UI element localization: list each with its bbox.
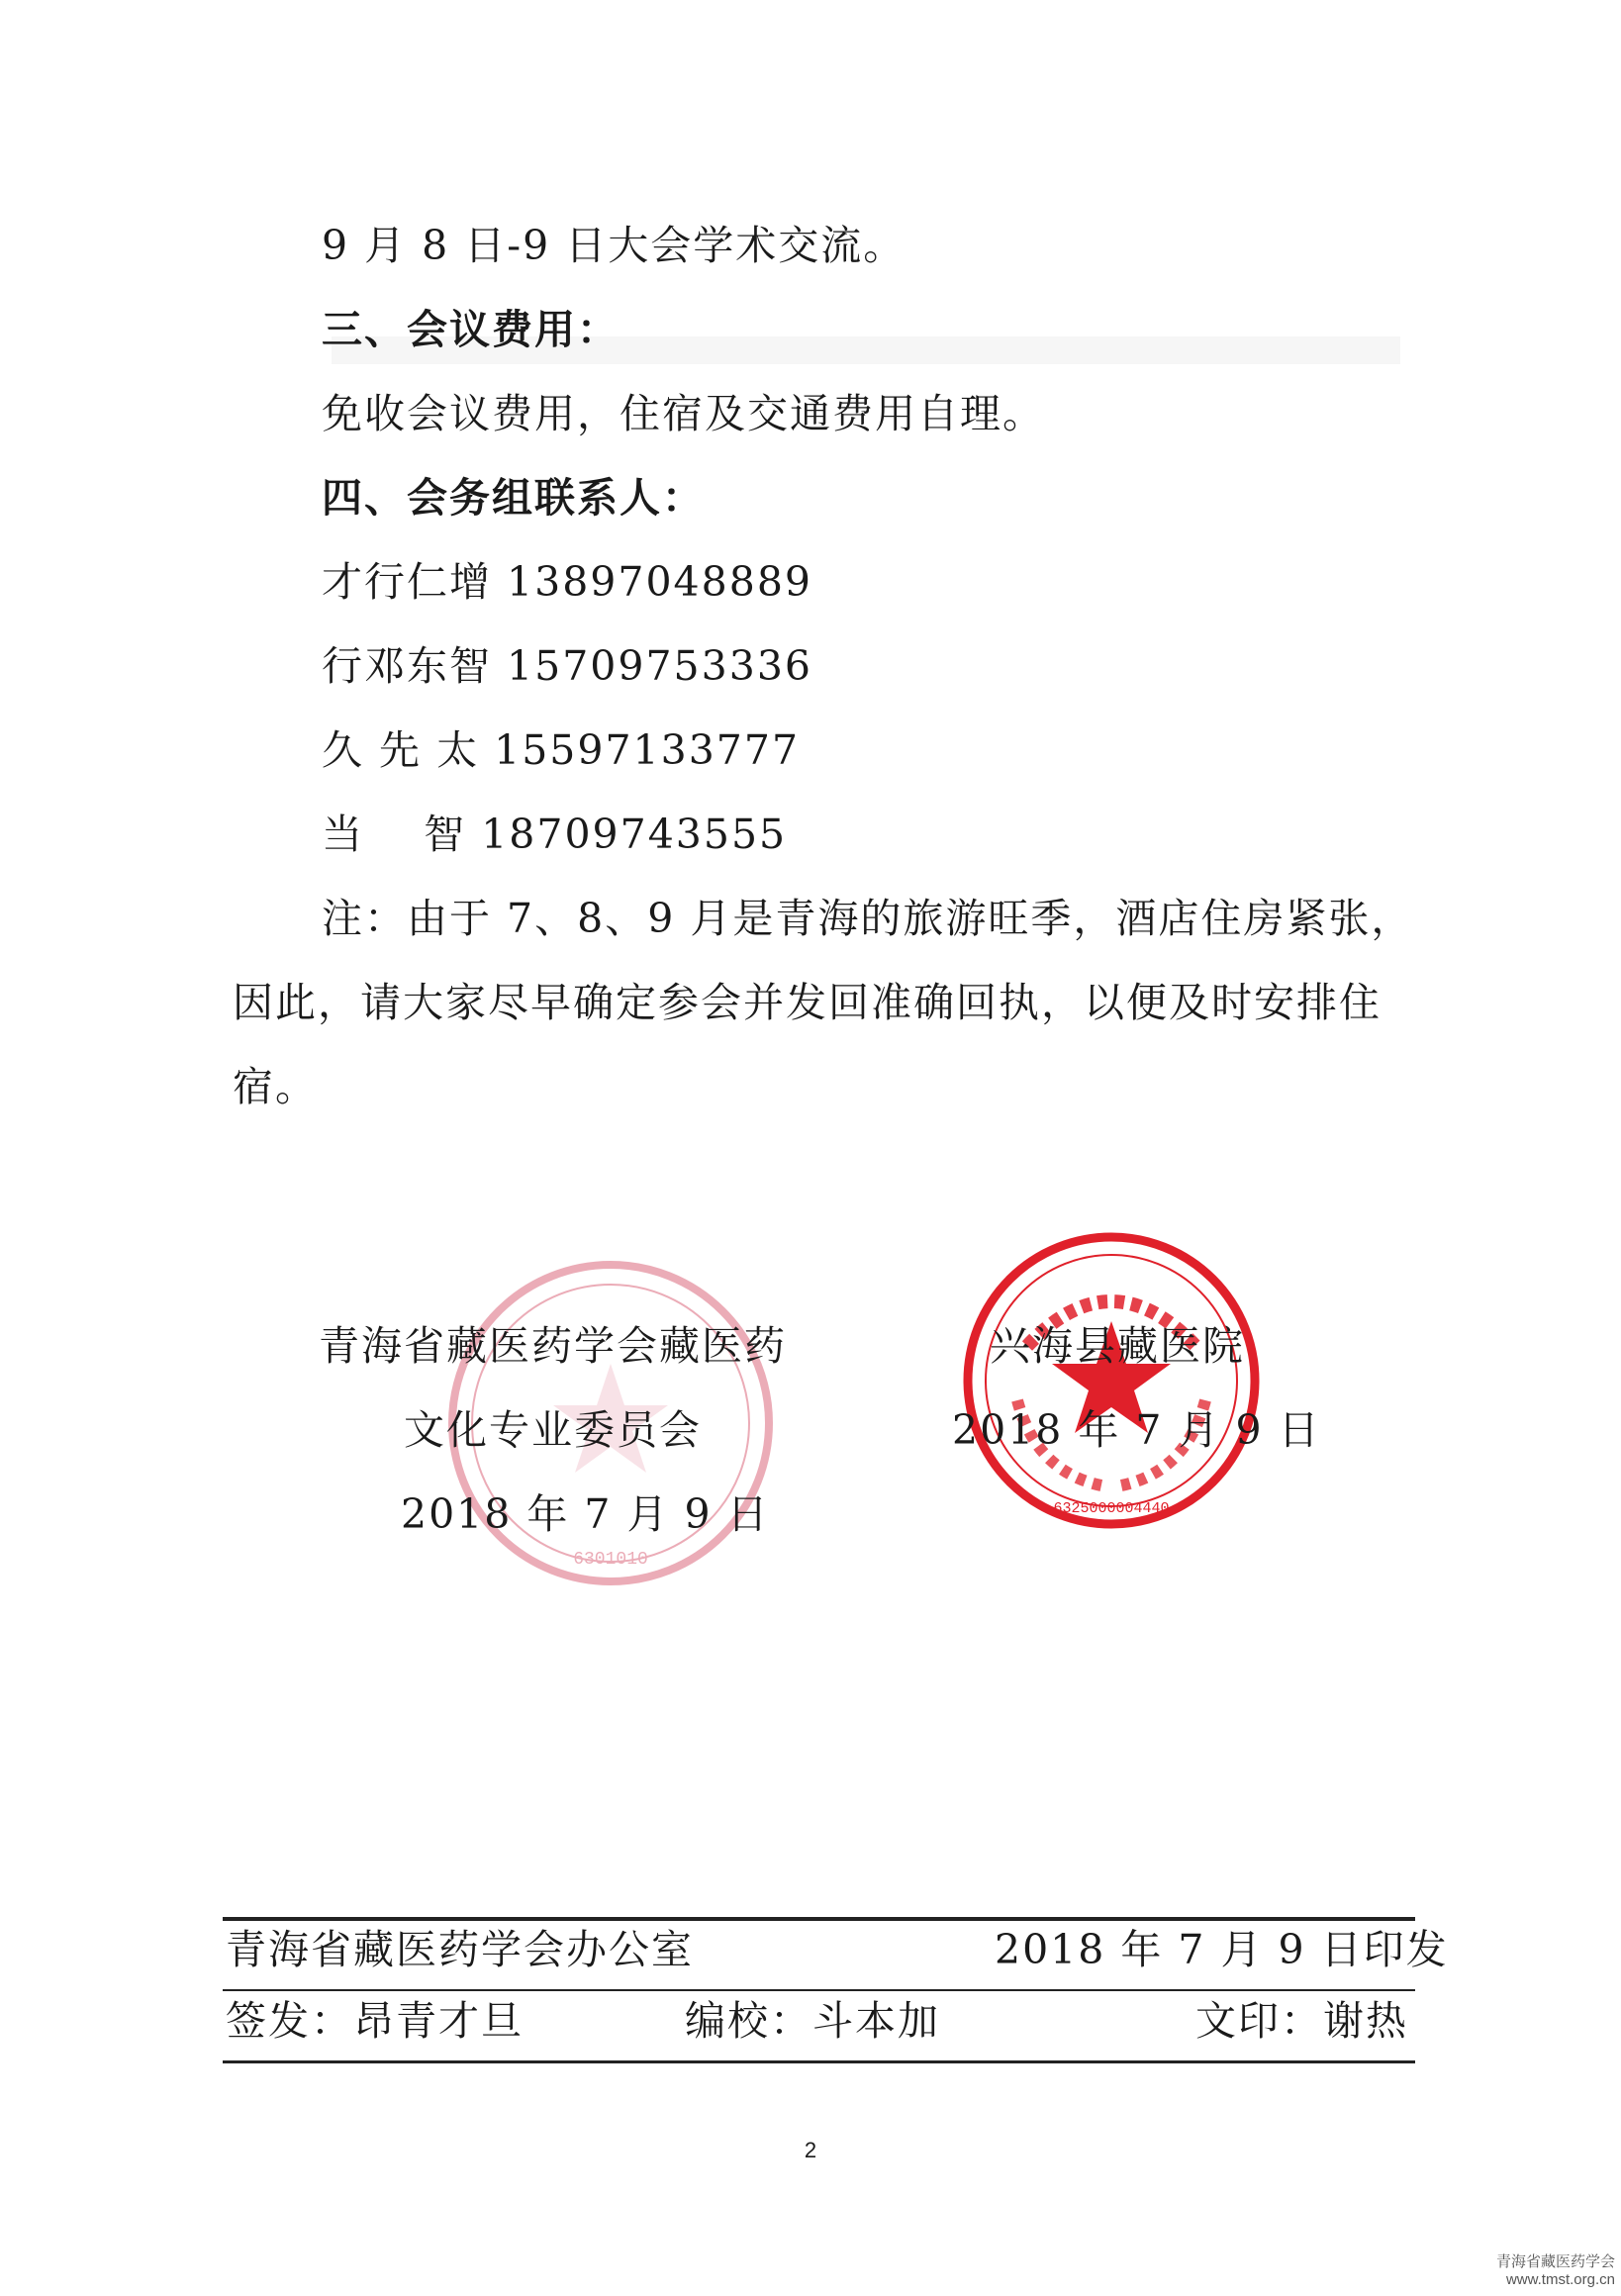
site-name: 青海省藏医药学会 (1495, 2252, 1615, 2270)
note-line: 宿。 (233, 1063, 318, 1110)
note-line: 注：由于 7、8、9 月是青海的旅游旺季，酒店住房紧张， (322, 895, 1414, 942)
section-heading-fees: 三、会议费用： (322, 306, 620, 353)
footer-rule-bottom (223, 2060, 1415, 2063)
seal-right-stamp (958, 1227, 1265, 1534)
contact-row (322, 811, 788, 858)
signature-right-date: 2018 年 7 月 9 日 (952, 1406, 1321, 1454)
footer-issue-date: 2018 年 7 月 9 日印发 (995, 1926, 1449, 1973)
footer-rule-middle (223, 1989, 1415, 1991)
seal-right-code: 6325000004440 (1053, 1500, 1170, 1517)
body-line-schedule: 9 月 8 日-9 日大会学术交流。 (322, 222, 906, 269)
contact-name: 行邓东智 (322, 642, 492, 690)
contact-row (322, 726, 801, 774)
page-number: 2 (804, 2138, 817, 2162)
footer-printer: 文印：谢热 (1195, 1997, 1408, 2045)
signature-right-org: 兴海县藏医院 (990, 1322, 1245, 1370)
contact-row (322, 558, 812, 606)
signature-left-org-line1: 青海省藏医药学会藏医药 (319, 1322, 787, 1370)
contact-name: 当 智 (322, 811, 467, 858)
contact-phone: 15597133777 (494, 726, 801, 774)
footer-editor: 编校：斗本加 (685, 1997, 940, 2045)
signature-left-date: 2018 年 7 月 9 日 (401, 1490, 770, 1538)
contact-phone: 18709743555 (481, 811, 788, 858)
site-url: www.tmst.org.cn (1505, 2271, 1615, 2289)
section-heading-contacts: 四、会务组联系人： (322, 474, 705, 522)
note-line: 因此，请大家尽早确定参会并发回准确回执，以便及时安排住 (233, 979, 1382, 1026)
footer-issuer: 青海省藏医药学会办公室 (226, 1926, 694, 1973)
contact-name: 久 先 太 (322, 726, 480, 774)
footer-signer: 签发：昂青才旦 (226, 1997, 524, 2045)
contact-phone: 15709753336 (507, 642, 812, 690)
contact-phone: 13897048889 (507, 558, 812, 606)
seal-left-code: 6301010 (573, 1550, 648, 1570)
site-watermark (1496, 2253, 1615, 2291)
contact-name: 才行仁增 (322, 558, 492, 606)
footer-rule-top (223, 1917, 1415, 1921)
fees-text: 免收会议费用，住宿及交通费用自理。 (322, 390, 1045, 437)
signature-left-org-line2: 文化专业委员会 (404, 1406, 702, 1454)
contact-row (322, 642, 812, 690)
